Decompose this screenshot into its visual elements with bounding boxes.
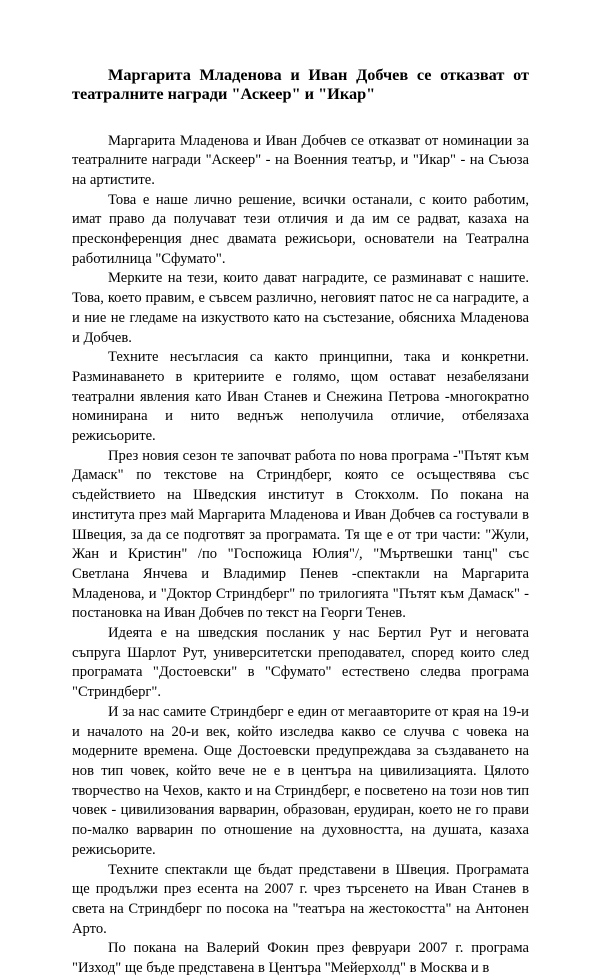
paragraph: И за нас самите Стриндберг е един от мегаавторите от края на 19-и и началото на 20-и век, който изследва какво се случва с човека на модерните времена. Още Достоевски предупреждава за създаването на нов тип човек, който вече не е в центъра на цивилизацията. Цялото творчество на Чехов, както и на Стриндберг, е посветено на този нов тип човек - цивилизования варварин, образован, ерудиран, което не го прави по-малко варварин по отношение на духовността, на душата, казаха режисьорите. — [72, 703, 529, 858]
paragraph: Техните спектакли ще бъдат представени в Швеция. Програмата ще продължи през есента на 2007 г. чрез търсенето на Иван Станев в света на Стриндберг по посока на "театъра на жестокостта" на Антонен Арто. — [72, 861, 529, 937]
paragraph: Идеята е на шведския посланик у нас Бертил Рут и неговата съпруга Шарлот Рут, университетски преподавател, според които след програмата "Достоевски" в "Сфумато" естествено следва програма "Стриндберг". — [72, 625, 529, 701]
paragraph: Маргарита Младенова и Иван Добчев се отказват от номинации за театралните награди "Аскеер" - на Военния театър, и "Икар" - на Съюза на артистите. — [72, 132, 529, 188]
article-title: Маргарита Младенова и Иван Добчев се отказват от театралните награди "Аскеер" и "Икар" — [72, 65, 529, 103]
article-body — [72, 132, 529, 979]
paragraph: През новия сезон те започват работа по нова програма -"Пътят към Дамаск" по текстове на Стриндберг, която се осъществява със съдействието на Шведския институт в Стокхолм. По покана на института през май Маргарита Младенова и Иван Добчев са гостували в Швеция, за да се подготвят за програмата. Тя ще е от три части: "Жули, Жан и Кристин" /по "Госпожица Юлия"/, "Мъртвешки танц" със Светлана Янчева и Владимир Пенев -спектакли на Маргарита Младенова, и "Доктор Стриндберг" по трилогията "Пътят към Дамаск" - постановка на Иван Добчев по текст на Георги Тенев. — [72, 447, 529, 622]
paragraph: Мерките на тези, които дават наградите, се разминават с нашите. Това, което правим, е съвсем различно, неговият патос не са наградите, а и ние не гледаме на изкуството като на състезание, обясниха Младенова и Добчев. — [72, 270, 529, 346]
paragraph: По покана на Валерий Фокин през февруари 2007 г. програма "Изход" ще бъде представена в Центъра "Мейерхолд" в Москва и в — [72, 940, 529, 977]
paragraph: Това е наше лично решение, всички останали, с които работим, имат право да получават тези отличия и да им се радват, казаха на пресконференция днес двамата режисьори, основатели на Театрална работилница "Сфумато". — [72, 191, 529, 267]
paragraph: Техните несъгласия са както принципни, така и конкретни. Разминаването в критериите е голямо, щом остават незабелязани театрални явления като Иван Станев и Снежина Петрова -многократно номинирана и нито веднъж неполучила отличие, отбелязаха режисьорите. — [72, 349, 529, 445]
